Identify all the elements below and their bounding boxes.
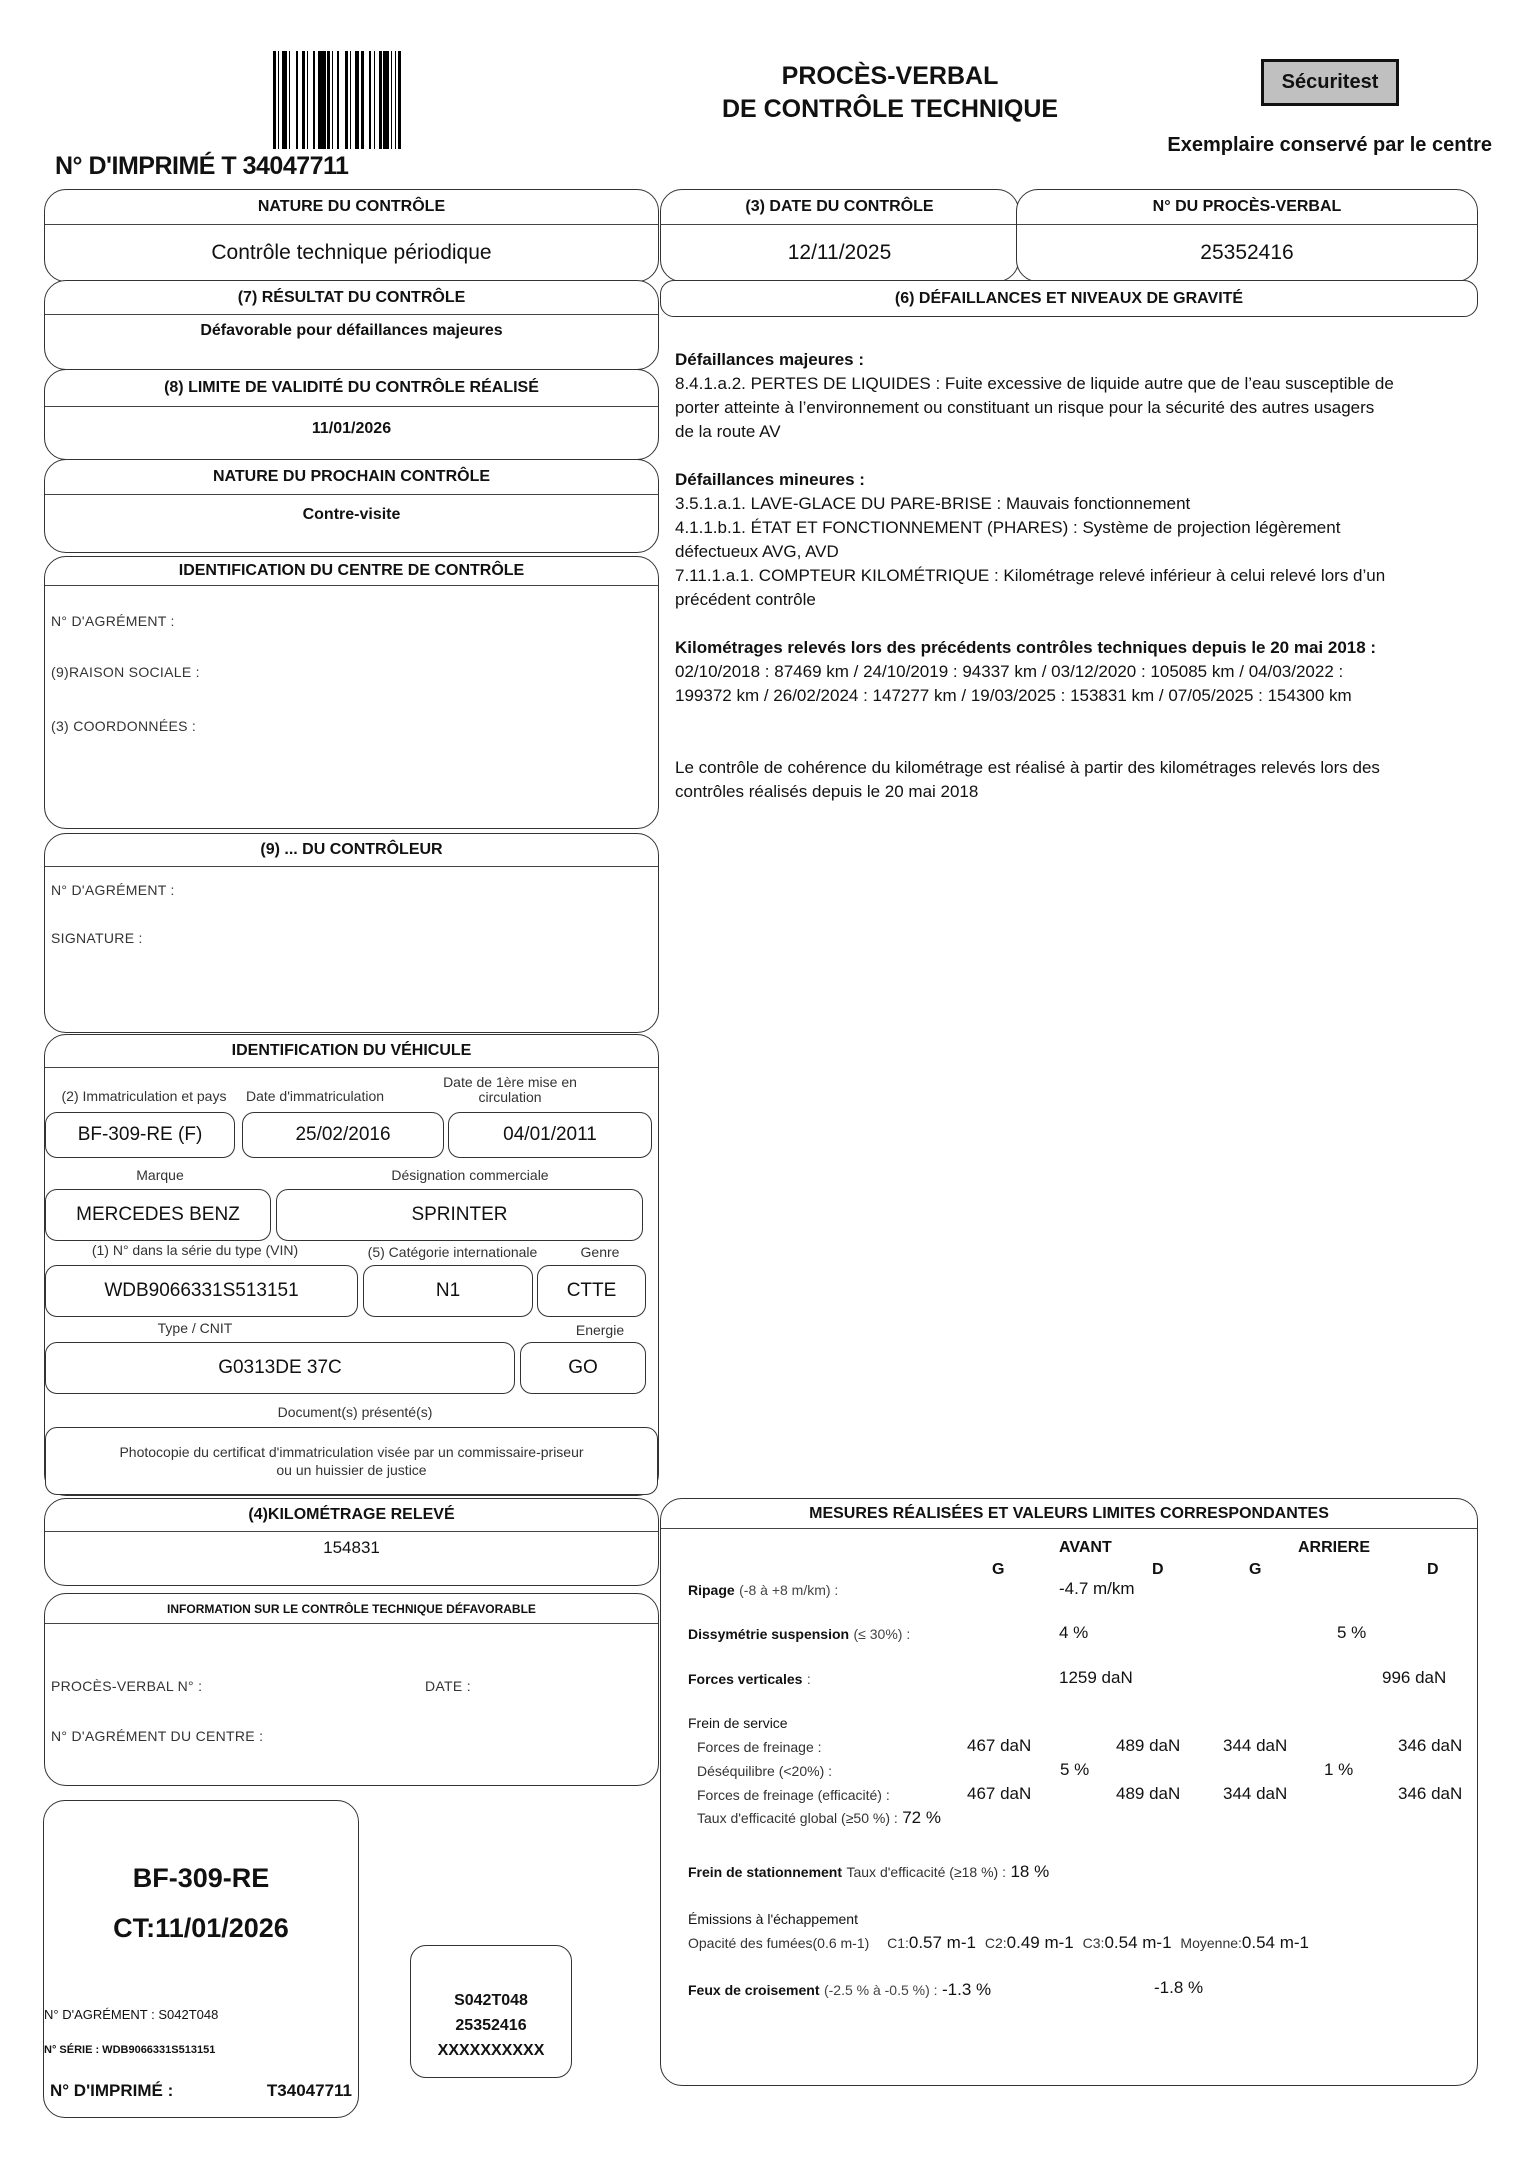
mesures-box — [660, 1498, 1478, 2086]
controleur-signature-label: SIGNATURE : — [51, 930, 143, 946]
avant-header: AVANT — [1059, 1539, 1112, 1556]
mineure-item: 7.11.1.a.1. COMPTEUR KILOMÉTRIQUE : Kilométrage relevé inférieur à celui relevé lors d’un précédent contrôle — [675, 566, 1386, 609]
km-history-values: 02/10/2018 : 87469 km / 24/10/2019 : 94337 km / 03/12/2020 : 105085 km / 04/03/2022 : 199372 km / 26/02/2024 : 147277 km / 19/03/2025 : 153831 km / 07/05/2025 : 154300 km — [675, 662, 1352, 705]
kilometrage-value: 154831 — [323, 1538, 380, 1557]
immat-value: BF-309-RE (F) — [45, 1112, 235, 1158]
dissymetrie-label: Dissymétrie suspension — [688, 1626, 850, 1642]
copy-notice: Exemplaire conservé par le centre — [1167, 134, 1492, 156]
forces-freinage-arg: 344 daN — [1223, 1736, 1288, 1755]
prochain-controle-value: Contre-visite — [302, 506, 401, 523]
frein-service-label: Frein de service — [688, 1715, 788, 1731]
brand-badge: Sécuritest — [1261, 59, 1399, 106]
forces-freinage-label: Forces de freinage : — [697, 1739, 822, 1755]
centre-raison-sociale-label: (9)RAISON SOCIALE : — [51, 664, 200, 680]
c3-label: C3: — [1082, 1935, 1105, 1951]
nature-controle-box — [44, 189, 659, 282]
taux-global-row — [697, 1808, 941, 1828]
documents-line-2: ou un huissier de justice — [276, 1462, 427, 1478]
defaillances-header — [660, 280, 1478, 317]
num-pv-value: 25352416 — [1200, 241, 1294, 264]
date-controle-value: 12/11/2025 — [787, 241, 892, 264]
defaillances-title: (6) DÉFAILLANCES ET NIVEAUX DE GRAVITÉ — [894, 289, 1244, 307]
forces-efficacite-avd: 489 daN — [1116, 1784, 1181, 1803]
arriere-d-header: D — [1427, 1561, 1439, 1578]
stationnement-limit: Taux d'efficacité (≥18 %) : — [846, 1864, 1006, 1880]
energie-value: GO — [520, 1342, 646, 1394]
km-history — [675, 636, 1395, 708]
stamp-code: XXXXXXXXXX — [437, 2042, 545, 2059]
vignette-agrement: N° D'AGRÉMENT : S042T048 — [44, 2007, 219, 2022]
genre-value: CTTE — [537, 1265, 646, 1317]
validite-title: (8) LIMITE DE VALIDITÉ DU CONTRÔLE RÉALISÉ — [45, 370, 658, 407]
validite-value: 11/01/2026 — [311, 420, 392, 437]
emissions-label: Émissions à l'échappement — [688, 1911, 858, 1927]
date-controle-box — [660, 189, 1019, 282]
feux-label: Feux de croisement — [688, 1982, 820, 1998]
forces-efficacite-arg: 344 daN — [1223, 1784, 1288, 1803]
controleur-agrement-label: N° D'AGRÉMENT : — [51, 882, 175, 898]
date-circulation-value: 04/01/2011 — [448, 1112, 652, 1158]
categorie-label: (5) Catégorie internationale — [367, 1244, 538, 1260]
ripage-row — [688, 1582, 838, 1600]
mineure-item: 3.5.1.a.1. LAVE-GLACE DU PARE-BRISE : Mauvais fonctionnement — [675, 494, 1191, 513]
nature-controle-title: NATURE DU CONTRÔLE — [45, 190, 658, 225]
forces-freinage-avd: 489 daN — [1116, 1736, 1181, 1755]
mineures-group — [675, 468, 1395, 612]
mineures-title: Défaillances mineures : — [675, 470, 865, 489]
forces-freinage-ard: 346 daN — [1398, 1736, 1463, 1755]
forces-efficacite-ard: 346 daN — [1398, 1784, 1463, 1803]
forces-verticales-label: Forces verticales — [688, 1671, 803, 1687]
info-date-label: DATE : — [425, 1678, 471, 1694]
date-immat-label: Date d'immatriculation — [245, 1088, 385, 1104]
marque-value: MERCEDES BENZ — [45, 1189, 271, 1241]
designation-label: Désignation commerciale — [391, 1167, 549, 1183]
info-agrement-label: N° D'AGRÉMENT DU CENTRE : — [51, 1728, 264, 1744]
categorie-value: N1 — [363, 1265, 533, 1317]
vehicule-title: IDENTIFICATION DU VÉHICULE — [45, 1035, 658, 1068]
barcode-icon — [273, 51, 443, 149]
centre-controle-box — [44, 556, 659, 829]
c2-label: C2: — [984, 1935, 1007, 1951]
resultat-title: (7) RÉSULTAT DU CONTRÔLE — [45, 281, 658, 315]
vignette-imprime-label: N° D'IMPRIMÉ : — [50, 2081, 174, 2100]
vignette-serie: N° SÉRIE : WDB9066331S513151 — [44, 2044, 216, 2056]
stationnement-label: Frein de stationnement — [688, 1864, 843, 1880]
vignette-imprime-value: T34047711 — [266, 2081, 352, 2100]
desequilibre-avant: 5 % — [1060, 1760, 1090, 1779]
moyenne-label: Moyenne: — [1180, 1935, 1242, 1951]
forces-efficacite-avg: 467 daN — [967, 1784, 1032, 1803]
forces-efficacite-label: Forces de freinage (efficacité) : — [697, 1787, 890, 1803]
dissymetrie-limit: (≤ 30%) : — [853, 1626, 911, 1642]
dissymetrie-avant: 4 % — [1059, 1623, 1089, 1642]
majeures-title: Défaillances majeures : — [675, 350, 864, 369]
vignette-ct-date: CT:11/01/2026 — [113, 1913, 289, 1943]
taux-global-value: 72 % — [902, 1808, 941, 1827]
forces-verticales-colon: : — [806, 1671, 811, 1687]
info-defavorable-title: INFORMATION SUR LE CONTRÔLE TECHNIQUE DÉFAVORABLE — [45, 1594, 658, 1624]
date-immat-value: 25/02/2016 — [242, 1112, 444, 1158]
avant-d-header: D — [1152, 1561, 1164, 1578]
stamp-pv-number: 25352416 — [455, 2017, 527, 2034]
info-defavorable-box — [44, 1593, 659, 1786]
documents-label: Document(s) présenté(s) — [277, 1404, 433, 1420]
resultat-box — [44, 280, 659, 370]
forces-verticales-row — [688, 1671, 811, 1689]
majeures-group — [675, 348, 1395, 444]
vehicule-box — [44, 1034, 659, 1496]
forces-verticales-arriere: 996 daN — [1382, 1668, 1447, 1687]
c1-label: C1: — [887, 1935, 909, 1951]
prochain-controle-box — [44, 459, 659, 553]
nature-controle-value: Contrôle technique périodique — [211, 241, 492, 264]
vignette-plate: BF-309-RE — [132, 1863, 270, 1893]
type-cnit-value: G0313DE 37C — [45, 1342, 515, 1394]
centre-agrement-label: N° D'AGRÉMENT : — [51, 613, 175, 629]
feux-row — [688, 1980, 991, 2000]
opacite-row — [688, 1933, 1309, 1953]
desequilibre-arriere: 1 % — [1324, 1760, 1354, 1779]
dissymetrie-row — [688, 1626, 910, 1644]
stamp-box — [410, 1945, 572, 2078]
stamp-agrement: S042T048 — [454, 1992, 528, 2009]
ripage-limit: (-8 à +8 m/km) : — [739, 1582, 839, 1598]
immat-label: (2) Immatriculation et pays — [61, 1088, 227, 1104]
validite-box — [44, 369, 659, 460]
vin-value: WDB9066331S513151 — [45, 1265, 358, 1317]
feux-limit: (-2.5 % à -0.5 %) : — [823, 1982, 938, 1998]
date-controle-title: (3) DATE DU CONTRÔLE — [661, 190, 1018, 225]
controleur-title: (9) ... DU CONTRÔLEUR — [45, 834, 658, 867]
resultat-value: Défavorable pour défaillances majeures — [200, 322, 503, 339]
vin-label: (1) N° dans la série du type (VIN) — [91, 1242, 299, 1258]
coherence-note: Le contrôle de cohérence du kilométrage est réalisé à partir des kilométrages relevés lors des contrôles réalisés depuis le 20 mai 2018 — [675, 758, 1380, 801]
kilometrage-box — [44, 1498, 659, 1586]
energie-label: Energie — [575, 1322, 625, 1338]
document-title — [690, 60, 1090, 126]
type-cnit-label: Type / CNIT — [157, 1320, 233, 1336]
ripage-value: -4.7 m/km — [1059, 1579, 1135, 1598]
feux-gauche: -1.3 % — [942, 1980, 992, 1999]
num-pv-box — [1016, 189, 1478, 282]
desequilibre-label: Déséquilibre (<20%) : — [697, 1763, 833, 1779]
forces-verticales-avant: 1259 daN — [1059, 1668, 1133, 1687]
vignette-card — [43, 1800, 359, 2118]
stationnement-value: 18 % — [1010, 1862, 1050, 1881]
arriere-g-header: G — [1249, 1561, 1262, 1578]
kilometrage-title: (4)KILOMÉTRAGE RELEVÉ — [45, 1499, 658, 1532]
controleur-box — [44, 833, 659, 1033]
defaillances-content — [675, 348, 1395, 804]
moyenne-value: 0.54 m-1 — [1241, 1933, 1309, 1952]
taux-global-label: Taux d'efficacité global (≥50 %) : — [697, 1810, 898, 1826]
c3-value: 0.54 m-1 — [1104, 1933, 1172, 1952]
ripage-label: Ripage — [688, 1582, 735, 1598]
marque-label: Marque — [136, 1167, 184, 1183]
majeure-item: 8.4.1.a.2. PERTES DE LIQUIDES : Fuite excessive de liquide autre que de l’eau susceptible de porter atteinte à l’environnement ou constituant un risque pour la sécurité des autres usagers de la route AV — [675, 374, 1394, 441]
prochain-controle-title: NATURE DU PROCHAIN CONTRÔLE — [45, 460, 658, 495]
opacite-label: Opacité des fumées(0.6 m-1) — [688, 1935, 870, 1951]
designation-value: SPRINTER — [276, 1189, 643, 1241]
centre-title: IDENTIFICATION DU CENTRE DE CONTRÔLE — [45, 557, 658, 586]
arriere-header: ARRIERE — [1298, 1539, 1371, 1556]
km-history-title: Kilométrages relevés lors des précédents contrôles techniques depuis le 20 mai 2018 : — [675, 638, 1377, 657]
stationnement-row — [688, 1862, 1049, 1882]
genre-label: Genre — [580, 1244, 620, 1260]
barcode-bar — [398, 51, 401, 149]
c1-value: 0.57 m-1 — [908, 1933, 976, 1952]
documents-value — [45, 1427, 658, 1495]
title-line-2: DE CONTRÔLE TECHNIQUE — [721, 95, 1059, 123]
avant-g-header: G — [992, 1561, 1005, 1578]
mineure-item: 4.1.1.b.1. ÉTAT ET FONCTIONNEMENT (PHARES) : Système de projection légèrement défectueux AVG, AVD — [675, 518, 1341, 561]
c2-value: 0.49 m-1 — [1006, 1933, 1074, 1952]
imprime-number: N° D'IMPRIMÉ T 34047711 — [55, 152, 349, 180]
centre-coordonnees-label: (3) COORDONNÉES : — [51, 718, 197, 734]
date-circulation-label: Date de 1ère mise en circulation — [443, 1074, 577, 1105]
info-pv-label: PROCÈS-VERBAL N° : — [51, 1678, 203, 1694]
stamp-lines — [411, 1988, 571, 2063]
dissymetrie-arriere: 5 % — [1337, 1623, 1367, 1642]
feux-droite: -1.8 % — [1154, 1978, 1204, 1997]
num-pv-title: N° DU PROCÈS-VERBAL — [1017, 190, 1477, 225]
forces-freinage-avg: 467 daN — [967, 1736, 1032, 1755]
mesures-title: MESURES RÉALISÉES ET VALEURS LIMITES CORRESPONDANTES — [661, 1499, 1477, 1529]
documents-line-1: Photocopie du certificat d'immatriculation visée par un commissaire-priseur — [119, 1444, 584, 1460]
barcode-bar — [318, 51, 326, 149]
title-line-1: PROCÈS-VERBAL — [781, 62, 999, 90]
